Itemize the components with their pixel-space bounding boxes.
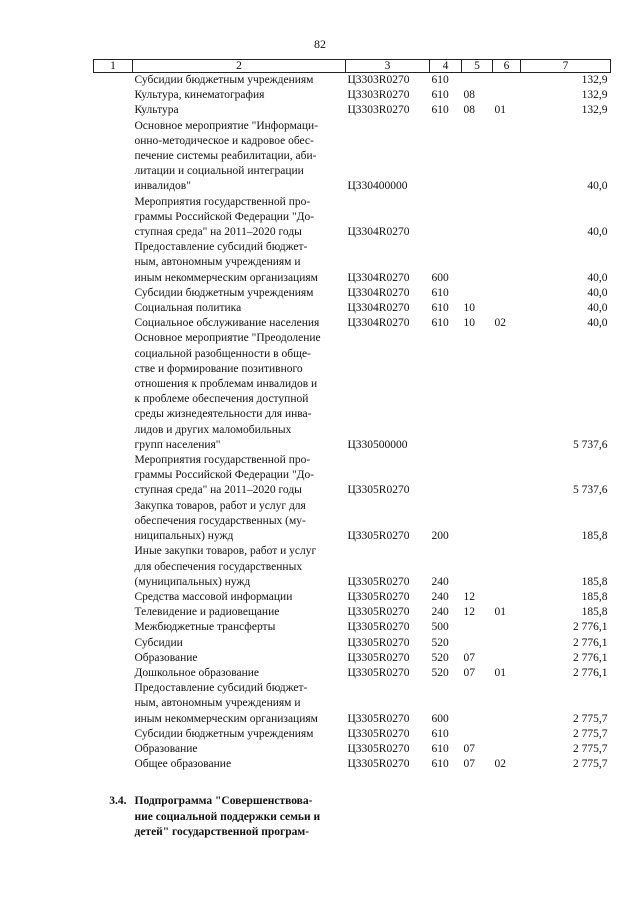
row-number-cell — [94, 88, 133, 103]
row-col4: 610 — [431, 89, 449, 102]
row-number-cell — [94, 240, 133, 286]
table-row — [94, 195, 611, 241]
table-row — [94, 651, 611, 666]
column-header: 3 — [346, 60, 430, 73]
section-empty-cell — [521, 794, 611, 840]
row-name-line: Основное мероприятие "Информаци- — [134, 119, 319, 132]
table-row — [94, 316, 611, 331]
row-col5 — [462, 240, 493, 286]
row-name — [133, 301, 346, 316]
row-col4: 600 — [431, 271, 449, 284]
row-col6 — [493, 636, 521, 651]
row-col4: 240 — [431, 606, 449, 619]
row-col6 — [493, 590, 521, 605]
row-code: Ц3305R0270 — [347, 590, 410, 603]
spacer-row — [94, 772, 611, 794]
row-col6: 02 — [494, 317, 506, 330]
row-code: Ц3305R0270 — [347, 621, 410, 634]
row-code: Ц3305R0270 — [347, 727, 410, 740]
row-col4: 610 — [431, 317, 449, 330]
row-col4 — [430, 119, 462, 195]
row-amount: 185,8 — [581, 575, 608, 588]
row-name-line: Субсидии бюджетным учреждениям — [134, 727, 314, 740]
row-number-cell — [94, 757, 133, 772]
row-amount: 5 737,6 — [573, 484, 608, 497]
row-code: Ц3305R0270 — [347, 758, 410, 771]
row-amount: 132,9 — [581, 89, 608, 102]
row-name-line: ниципальных) нужд — [134, 530, 234, 543]
row-col6 — [493, 727, 521, 742]
row-code: Ц3305R0270 — [347, 666, 410, 679]
row-name-line: Социальное обслуживание населения — [134, 317, 320, 330]
row-amount: 40,0 — [587, 226, 608, 239]
row-code: Ц3305R0270 — [347, 575, 410, 588]
row-amount: 2 775,7 — [573, 742, 608, 755]
table-row — [94, 757, 611, 772]
table-row — [94, 590, 611, 605]
row-col5: 08 — [463, 104, 475, 117]
row-number-cell — [94, 73, 133, 89]
row-col4: 610 — [431, 286, 449, 299]
row-name — [133, 636, 346, 651]
section-empty-cell — [346, 794, 430, 840]
row-name-line: Культура, кинематография — [134, 89, 265, 102]
row-col5: 07 — [463, 666, 475, 679]
row-col5: 12 — [463, 606, 475, 619]
row-number-cell — [94, 499, 133, 545]
row-col6 — [493, 544, 521, 590]
row-code: Ц3304R0270 — [347, 286, 410, 299]
row-col5 — [462, 453, 493, 499]
table-row — [94, 727, 611, 742]
row-name — [133, 605, 346, 620]
row-col6: 01 — [494, 666, 506, 679]
row-name-line: Субсидии — [134, 636, 183, 649]
row-col6 — [493, 286, 521, 301]
row-col5 — [462, 544, 493, 590]
row-name-line: (муниципальных) нужд — [134, 575, 251, 588]
row-col5 — [462, 681, 493, 727]
row-col5 — [462, 727, 493, 742]
table-header-row — [94, 60, 611, 73]
row-amount: 40,0 — [587, 271, 608, 284]
row-name-line: групп населения" — [134, 438, 221, 451]
row-name-line: Субсидии бюджетным учреждениям — [134, 74, 314, 86]
row-name-line: печение системы реабилитации, аби- — [134, 150, 317, 163]
row-name-line: онно-методическое и кадровое обес- — [134, 134, 314, 147]
row-code: Ц3304R0270 — [347, 226, 410, 239]
row-amount: 40,0 — [587, 302, 608, 315]
row-name-line: иным некоммерческим организациям — [134, 712, 318, 725]
table-row — [94, 742, 611, 757]
row-amount: 185,8 — [581, 590, 608, 603]
row-name-line: к проблеме обеспечения доступной — [134, 393, 309, 406]
row-number-cell — [94, 286, 133, 301]
row-name — [133, 681, 346, 727]
table-row — [94, 73, 611, 89]
row-col4: 610 — [431, 302, 449, 315]
row-name — [133, 499, 346, 545]
table-row — [94, 88, 611, 103]
row-col4: 200 — [431, 530, 449, 543]
table-row — [94, 119, 611, 195]
row-name — [133, 88, 346, 103]
row-name-line: для обеспечения государственных — [134, 560, 303, 573]
row-number-cell — [94, 544, 133, 590]
row-amount: 132,9 — [581, 74, 608, 86]
section-title-line: ние социальной поддержки семьи и — [134, 810, 321, 823]
row-col5 — [462, 620, 493, 635]
row-name — [133, 240, 346, 286]
row-name-line: ступная среда" на 2011–2020 годы — [134, 226, 302, 239]
row-name-line: Телевидение и радиовещание — [134, 606, 280, 619]
row-name — [133, 195, 346, 241]
row-amount: 132,9 — [581, 104, 608, 117]
row-col5: 08 — [463, 89, 475, 102]
row-name-line: Социальная политика — [134, 302, 242, 315]
row-name-line: Мероприятия государственной про- — [134, 195, 311, 208]
table-row — [94, 636, 611, 651]
row-number-cell — [94, 742, 133, 757]
row-name-line: ным, автономным учреждениям и — [134, 697, 301, 710]
row-col6 — [493, 651, 521, 666]
row-name — [133, 286, 346, 301]
row-name-line: лидов и других маломобильных — [134, 423, 292, 436]
row-name-line: Закупка товаров, работ и услуг для — [134, 499, 306, 512]
row-code: Ц3303R0270 — [347, 104, 410, 117]
row-col4: 610 — [431, 104, 449, 117]
row-col4 — [430, 453, 462, 499]
row-col5: 07 — [463, 758, 475, 771]
row-amount: 2 775,7 — [573, 758, 608, 771]
row-name-line: среды жизнедеятельности для инва- — [134, 408, 312, 421]
row-name-line: Основное мероприятие "Преодоление — [134, 332, 321, 345]
column-header: 2 — [133, 60, 346, 73]
row-col5: 07 — [463, 742, 475, 755]
row-name — [133, 727, 346, 742]
row-name-line: литации и социальной интеграции — [134, 165, 304, 178]
row-code: Ц3303R0270 — [347, 89, 410, 102]
row-number-cell — [94, 666, 133, 681]
row-name-line: Культура — [134, 104, 179, 117]
row-number-cell — [94, 605, 133, 620]
row-name-line: Субсидии бюджетным учреждениям — [134, 286, 314, 299]
row-code: Ц3305R0270 — [347, 530, 410, 543]
row-amount: 2 776,1 — [573, 636, 608, 649]
row-name-line: ступная среда" на 2011–2020 годы — [134, 484, 302, 497]
row-name-line: Образование — [134, 742, 198, 755]
row-name — [133, 316, 346, 331]
row-code: Ц3305R0270 — [347, 606, 410, 619]
column-header: 6 — [493, 60, 521, 73]
row-col6 — [493, 195, 521, 241]
row-name-line: Иные закупки товаров, работ и услуг — [134, 545, 317, 558]
row-name — [133, 590, 346, 605]
row-number-cell — [94, 620, 133, 635]
row-col6: 01 — [494, 104, 506, 117]
row-col4 — [430, 331, 462, 453]
row-name-line: социальной разобщенности в обще- — [134, 347, 311, 360]
table-row — [94, 331, 611, 453]
row-name-line: Образование — [134, 651, 198, 664]
row-name-line: граммы Российской Федерации "До- — [134, 210, 315, 223]
table-row — [94, 605, 611, 620]
row-name-line: обеспечения государственных (му- — [134, 514, 306, 527]
row-amount: 2 776,1 — [573, 651, 608, 664]
row-col4: 610 — [431, 727, 449, 740]
row-amount: 2 775,7 — [573, 727, 608, 740]
row-col5 — [462, 499, 493, 545]
column-header: 1 — [94, 60, 133, 73]
table-row — [94, 499, 611, 545]
section-row — [94, 794, 611, 840]
row-name — [133, 453, 346, 499]
row-code: Ц330400000 — [347, 180, 408, 193]
row-col5: 10 — [463, 302, 475, 315]
row-amount: 2 776,1 — [573, 621, 608, 634]
table-row — [94, 681, 611, 727]
row-name — [133, 757, 346, 772]
row-col4: 610 — [431, 74, 449, 86]
row-number-cell — [94, 453, 133, 499]
section-title-line: детей" государственной програм- — [134, 825, 310, 838]
row-amount: 40,0 — [587, 286, 608, 299]
row-name — [133, 331, 346, 453]
row-amount: 40,0 — [587, 180, 608, 193]
table-row — [94, 544, 611, 590]
column-header: 7 — [521, 60, 611, 73]
row-code: Ц3305R0270 — [347, 712, 410, 725]
table-row — [94, 286, 611, 301]
row-col4: 240 — [431, 590, 449, 603]
row-col5: 07 — [463, 651, 475, 664]
row-number-cell — [94, 316, 133, 331]
table-row — [94, 301, 611, 316]
row-code: Ц330500000 — [347, 438, 408, 451]
page-number: 82 — [314, 37, 326, 51]
row-name — [133, 666, 346, 681]
row-number-cell — [94, 681, 133, 727]
row-code: Ц3304R0270 — [347, 317, 410, 330]
table-row — [94, 453, 611, 499]
row-col6 — [493, 499, 521, 545]
row-code: Ц3304R0270 — [347, 271, 410, 284]
section-empty-cell — [493, 794, 521, 840]
row-name — [133, 544, 346, 590]
row-name-line: Мероприятия государственной про- — [134, 454, 311, 467]
row-col5 — [462, 636, 493, 651]
row-col4: 240 — [431, 575, 449, 588]
row-col5 — [462, 195, 493, 241]
row-code: Ц3303R0270 — [347, 74, 410, 86]
row-amount: 2 776,1 — [573, 666, 608, 679]
spacer-cell — [94, 772, 611, 794]
row-code: Ц3305R0270 — [347, 651, 410, 664]
row-amount: 185,8 — [581, 530, 608, 543]
row-name — [133, 742, 346, 757]
row-name-line: Общее образование — [134, 758, 232, 771]
row-col6: 01 — [494, 606, 506, 619]
row-col4: 610 — [431, 742, 449, 755]
table-row — [94, 240, 611, 286]
row-number-cell — [94, 301, 133, 316]
row-col6: 02 — [494, 758, 506, 771]
row-number-cell — [94, 651, 133, 666]
column-header: 5 — [462, 60, 493, 73]
row-col4 — [430, 195, 462, 241]
row-name-line: инвалидов" — [134, 180, 191, 193]
row-col5 — [462, 73, 493, 89]
row-name — [133, 103, 346, 118]
row-name — [133, 119, 346, 195]
row-col4: 520 — [431, 651, 449, 664]
row-col4: 520 — [431, 666, 449, 679]
section-empty-cell — [462, 794, 493, 840]
section-title-line: Подпрограмма "Совершенствова- — [134, 795, 313, 808]
row-col6 — [493, 301, 521, 316]
row-col4: 610 — [431, 758, 449, 771]
row-name — [133, 651, 346, 666]
row-col6 — [493, 681, 521, 727]
row-name — [133, 620, 346, 635]
row-col5: 10 — [463, 317, 475, 330]
row-col6 — [493, 620, 521, 635]
row-name-line: Предоставление субсидий бюджет- — [134, 241, 308, 254]
row-amount: 2 775,7 — [573, 712, 608, 725]
row-name-line: ным, автономным учреждениям и — [134, 256, 301, 269]
row-number-cell — [94, 103, 133, 118]
row-col6 — [493, 73, 521, 89]
row-name-line: стве и формирование позитивного — [134, 362, 303, 375]
row-col5: 12 — [463, 590, 475, 603]
section-empty-cell — [430, 794, 462, 840]
section-title — [133, 794, 346, 840]
row-name-line: граммы Российской Федерации "До- — [134, 469, 315, 482]
row-col6 — [493, 88, 521, 103]
row-name — [133, 73, 346, 89]
row-amount: 185,8 — [581, 606, 608, 619]
row-code: Ц3305R0270 — [347, 742, 410, 755]
row-number-cell — [94, 636, 133, 651]
table-row — [94, 620, 611, 635]
row-name-line: Средства массовой информации — [134, 590, 293, 603]
column-header: 4 — [430, 60, 462, 73]
row-col6 — [493, 119, 521, 195]
row-col6 — [493, 331, 521, 453]
row-name-line: Межбюджетные трансферты — [134, 621, 276, 634]
row-col5 — [462, 286, 493, 301]
row-col6 — [493, 742, 521, 757]
row-name-line: Дошкольное образование — [134, 666, 260, 679]
row-col5 — [462, 331, 493, 453]
row-col6 — [493, 453, 521, 499]
table-row — [94, 666, 611, 681]
section-number: 3.4. — [109, 795, 127, 808]
row-number-cell — [94, 727, 133, 742]
row-amount: 5 737,6 — [573, 438, 608, 451]
row-code: Ц3305R0270 — [347, 484, 410, 497]
row-name-line: иным некоммерческим организациям — [134, 271, 318, 284]
row-amount: 40,0 — [587, 317, 608, 330]
table-row — [94, 103, 611, 118]
row-col4: 520 — [431, 636, 449, 649]
row-col4: 600 — [431, 712, 449, 725]
row-name-line: Предоставление субсидий бюджет- — [134, 682, 308, 695]
row-number-cell — [94, 119, 133, 195]
row-code: Ц3304R0270 — [347, 302, 410, 315]
row-col6 — [493, 240, 521, 286]
row-number-cell — [94, 331, 133, 453]
row-number-cell — [94, 195, 133, 241]
row-number-cell — [94, 590, 133, 605]
row-code: Ц3305R0270 — [347, 636, 410, 649]
row-col4: 500 — [431, 621, 449, 634]
row-name-line: отношения к проблемам инвалидов и — [134, 378, 318, 391]
budget-table — [93, 59, 611, 840]
row-col5 — [462, 119, 493, 195]
